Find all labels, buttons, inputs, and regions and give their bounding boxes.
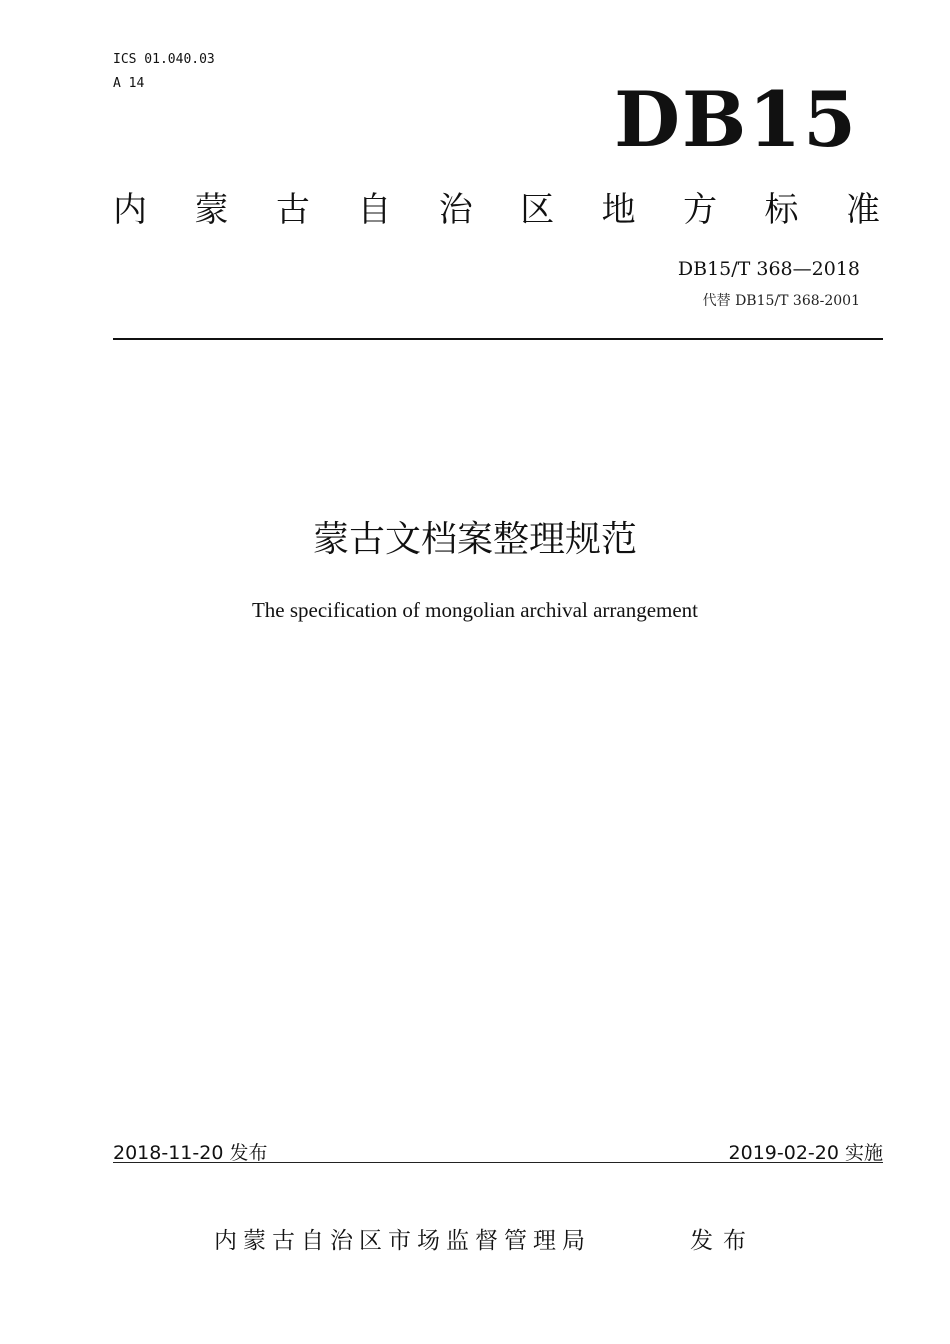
standard-type-char: 自 xyxy=(357,190,392,230)
document-title-chinese: 蒙古文档案整理规范 xyxy=(312,519,637,560)
db15-logo: DB15 xyxy=(614,75,858,164)
standard-type-char: 古 xyxy=(275,190,310,230)
standard-type-char: 蒙 xyxy=(194,190,229,230)
issued-label: 发布 xyxy=(690,1228,756,1254)
standard-type-char: 治 xyxy=(438,190,473,230)
standard-type-char: 地 xyxy=(601,190,636,230)
publisher-name: 内蒙古自治区市场监督管理局 xyxy=(214,1228,591,1254)
ccs-code: A 14 xyxy=(113,76,145,91)
standard-number: DB15/T 368—2018 xyxy=(677,258,860,280)
header-divider xyxy=(113,338,883,340)
standard-type-char: 方 xyxy=(683,190,718,230)
standard-type-char: 区 xyxy=(520,190,555,230)
document-title-english: The specification of mongolian archival arrangement xyxy=(251,598,699,622)
standard-type-heading xyxy=(113,186,880,234)
standard-type-char: 准 xyxy=(845,190,880,230)
release-date: 2018-11-20 发布 xyxy=(113,1142,268,1164)
standard-type-char: 内 xyxy=(113,190,147,230)
ics-code: ICS 01.040.03 xyxy=(113,52,215,67)
classification-codes xyxy=(113,48,215,96)
implementation-date: 2019-02-20 实施 xyxy=(728,1142,883,1164)
standard-type-char: 标 xyxy=(764,190,799,230)
footer-divider xyxy=(113,1162,883,1163)
replaces-standard: 代替 DB15/T 368-2001 xyxy=(702,293,860,309)
